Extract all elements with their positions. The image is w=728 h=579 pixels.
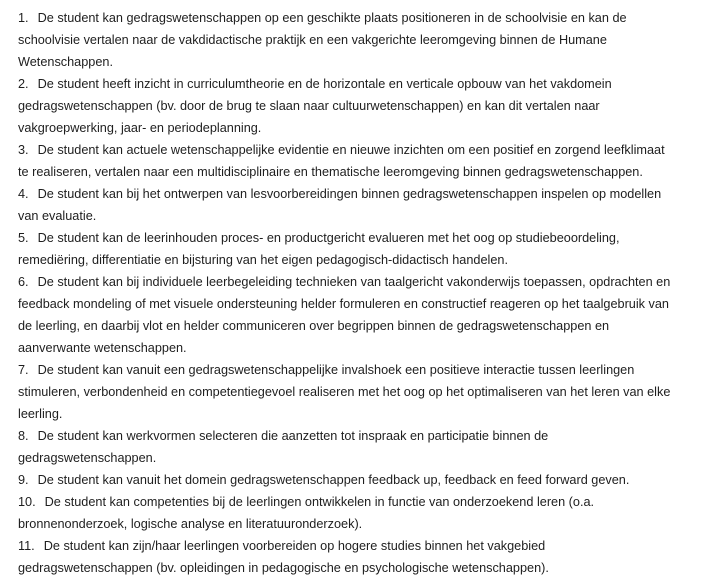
list-item-text: van evaluatie. [18,209,97,223]
list-item-number: 10. [18,495,36,509]
list-item-text: Wetenschappen. [18,55,113,69]
list-item-number: 7. [18,363,29,377]
list-item-text: De student kan gedragswetenschappen op een geschikte plaats positioneren in de schoolvisie en kan de [37,11,627,25]
list-item-number: 5. [18,231,29,245]
list-item-line [18,425,728,447]
list-item-text: gedragswetenschappen. [18,451,157,465]
list-item-text: vakgroepwerking, jaar- en periodeplanning. [18,121,262,135]
list-item-text: De student kan de leerinhouden proces- en productgericht evalueren met het oog op studiebeoordeling, [37,231,620,245]
list-item-text: remediëring, differentiatie en bijsturing van het eigen pedagogisch-didactisch handelen. [18,253,508,267]
list-item-line [18,139,728,161]
list-item-text: De student kan competenties bij de leerlingen ontwikkelen in functie van onderzoekend leren (o.a. [44,495,595,509]
list-item [18,183,728,227]
list-item-number: 8. [18,429,29,443]
list-item [18,491,728,535]
list-item-line [18,227,728,249]
list-item-number: 3. [18,143,29,157]
list-item [18,227,728,271]
list-item [18,271,728,359]
list-item-line [18,183,728,205]
list-item-text: De student kan bij het ontwerpen van lesvoorbereidingen binnen gedragswetenschappen inspelen op modellen [37,187,662,201]
list-item-line [18,359,728,381]
list-item-line [18,469,728,491]
list-item-text: de leerling, en daarbij vlot en helder communiceren over begrippen binnen de gedragswetenschappen en [18,319,610,333]
list-item-text: bronnenonderzoek, logische analyse en literatuuronderzoek). [18,517,363,531]
list-item-text: De student kan bij individuele leerbegeleiding technieken van taalgericht vakonderwijs toepassen, opdrachten en [37,275,671,289]
list-item-line [18,271,728,293]
list-item-line [18,29,728,51]
list-item-line [18,73,728,95]
list-item-line [18,381,728,403]
list-item-line [18,403,728,425]
list-item-line [18,249,728,271]
list-item-line [18,491,728,513]
list-item-line [18,315,728,337]
list-item-text: gedragswetenschappen (bv. opleidingen in pedagogische en psychologische wetenschappen). [18,561,549,575]
list-item-text: aanverwante wetenschappen. [18,341,187,355]
list-item-line [18,205,728,227]
list-item-line [18,557,728,579]
list-item-text: stimuleren, verbondenheid en competentiegevoel realiseren met het oog op het optimaliseren van het leren van elke [18,385,671,399]
list-item [18,469,728,491]
list-item-line [18,95,728,117]
list-item-line [18,337,728,359]
list-item [18,73,728,139]
list-item-line [18,161,728,183]
list-item-text: te realiseren, vertalen naar een multidisciplinaire en thematische leeromgeving binnen gedragswetenschappen. [18,165,643,179]
list-item [18,535,728,579]
list-item [18,139,728,183]
list-item-text: De student kan werkvormen selecteren die aanzetten tot inspraak en participatie binnen de [37,429,549,443]
list-item-number: 9. [18,473,29,487]
list-item-number: 6. [18,275,29,289]
list-item [18,7,728,73]
list-item-text: De student kan zijn/haar leerlingen voorbereiden op hogere studies binnen het vakgebied [43,539,546,553]
list-item-line [18,447,728,469]
list-item-number: 1. [18,11,29,25]
list-item-line [18,7,728,29]
list-item [18,425,728,469]
list-item-number: 4. [18,187,29,201]
list-item-line [18,117,728,139]
list-item-text: leerling. [18,407,63,421]
list-item-line [18,293,728,315]
list-item-text: gedragswetenschappen (bv. door de brug te slaan naar cultuurwetenschappen) en kan dit vertalen naar [18,99,600,113]
competency-list [18,7,728,579]
list-item-text: feedback mondeling of met visuele ondersteuning helder formuleren en constructief reageren op het taalgebruik van [18,297,669,311]
list-item-text: De student kan vanuit een gedragswetenschappelijke invalshoek een positieve interactie tussen leerlingen [37,363,635,377]
list-item [18,359,728,425]
list-item-line [18,535,728,557]
list-item-text: De student heeft inzicht in curriculumtheorie en de horizontale en verticale opbouw van het vakdomein [37,77,612,91]
list-item-text: De student kan actuele wetenschappelijke evidentie en nieuwe inzichten om een positief en zorgend leefklimaat [37,143,665,157]
list-item-line [18,51,728,73]
list-item-text: De student kan vanuit het domein gedragswetenschappen feedback up, feedback en feed forward geven. [37,473,630,487]
list-item-number: 2. [18,77,29,91]
list-item-text: schoolvisie vertalen naar de vakdidactische praktijk en een vakgerichte leeromgeving binnen de Humane [18,33,607,47]
list-item-line [18,513,728,535]
list-item-number: 11. [18,539,35,553]
